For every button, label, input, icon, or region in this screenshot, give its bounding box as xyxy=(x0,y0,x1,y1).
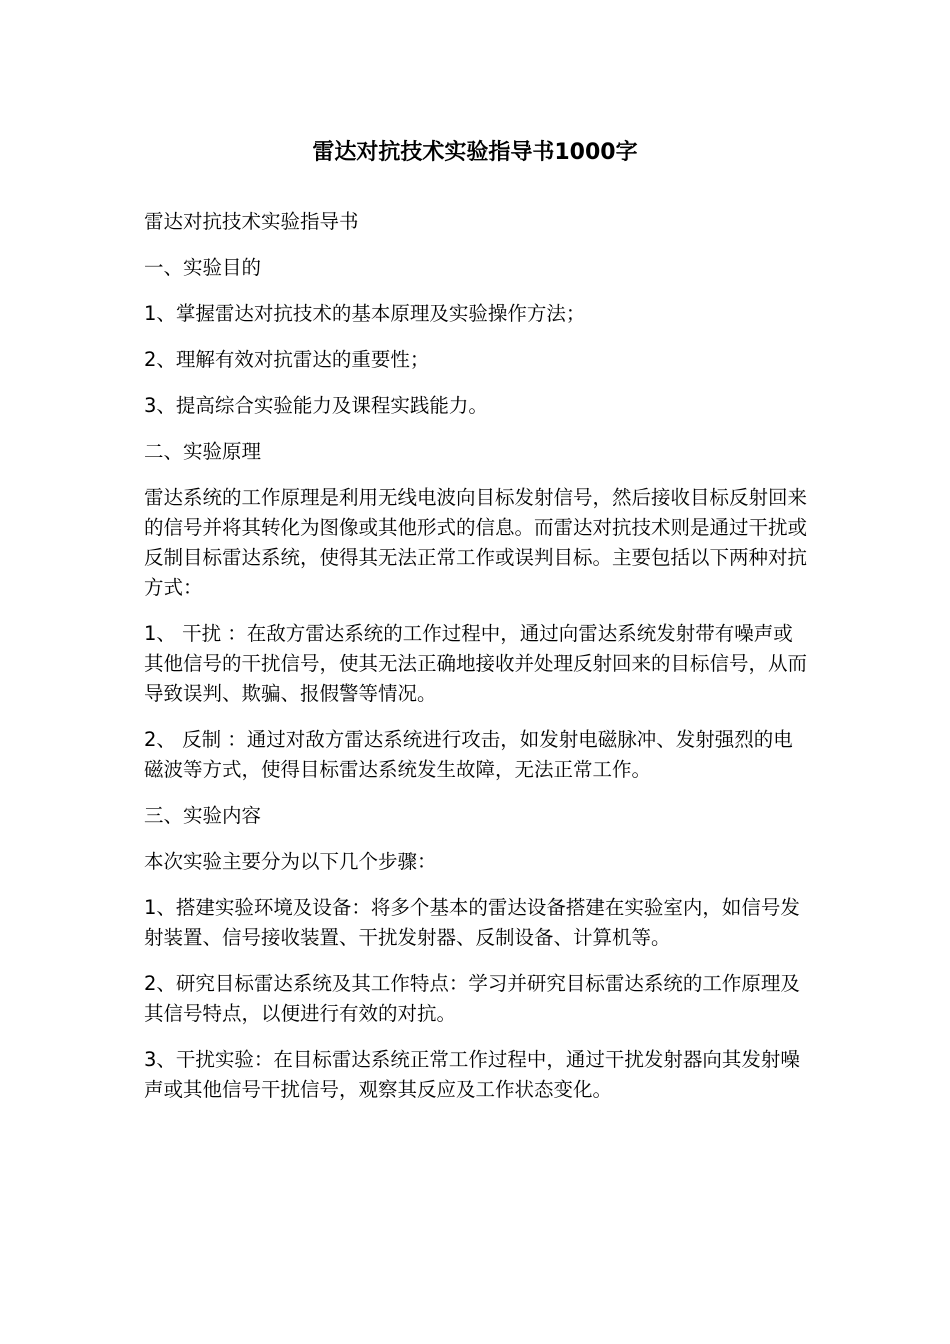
paragraph-subtitle: 雷达对抗技术实验指导书 xyxy=(144,210,359,233)
list-item: 1、掌握雷达对抗技术的基本原理及实验操作方法； xyxy=(144,302,586,325)
list-item: 1、搭建实验环境及设备：将多个基本的雷达设备搭建在实验室内，如信号发射装置、信号接收装置、干扰发射器、反制设备、计算机等。 xyxy=(144,896,800,949)
paragraph: 本次实验主要分为以下几个步骤： xyxy=(144,850,437,873)
document-body xyxy=(144,207,812,1121)
paragraph: 雷达系统的工作原理是利用无线电波向目标发射信号，然后接收目标反射回来的信号并将其转化为图像或其他形式的信息。而雷达对抗技术则是通过干扰或反制目标雷达系统，使得其无法正常工作或误判目标。主要包括以下两种对抗方式： xyxy=(144,486,808,599)
section-heading-objective: 一、实验目的 xyxy=(144,256,262,279)
section-heading-content: 三、实验内容 xyxy=(144,804,262,827)
list-item: 1、 干扰 ：在敌方雷达系统的工作过程中，通过向雷达系统发射带有噪声或其他信号的干扰信号，使其无法正确地接收并处理反射回来的目标信号，从而导致误判、欺骗、报假警等情况。 xyxy=(144,622,808,705)
list-item: 2、 反制 ：通过对敌方雷达系统进行攻击，如发射电磁脉冲、发射强烈的电磁波等方式，使得目标雷达系统发生故障，无法正常工作。 xyxy=(144,728,793,781)
document-title: 雷达对抗技术实验指导书1000字 xyxy=(312,140,638,165)
list-item: 2、理解有效对抗雷达的重要性； xyxy=(144,348,430,371)
section-heading-principle: 二、实验原理 xyxy=(144,440,262,463)
list-item: 3、提高综合实验能力及课程实践能力。 xyxy=(144,394,488,417)
list-item: 2、研究目标雷达系统及其工作特点：学习并研究目标雷达系统的工作原理及其信号特点，以便进行有效的对抗。 xyxy=(144,972,800,1025)
list-item: 3、干扰实验：在目标雷达系统正常工作过程中，通过干扰发射器向其发射噪声或其他信号干扰信号，观察其反应及工作状态变化。 xyxy=(144,1048,800,1101)
